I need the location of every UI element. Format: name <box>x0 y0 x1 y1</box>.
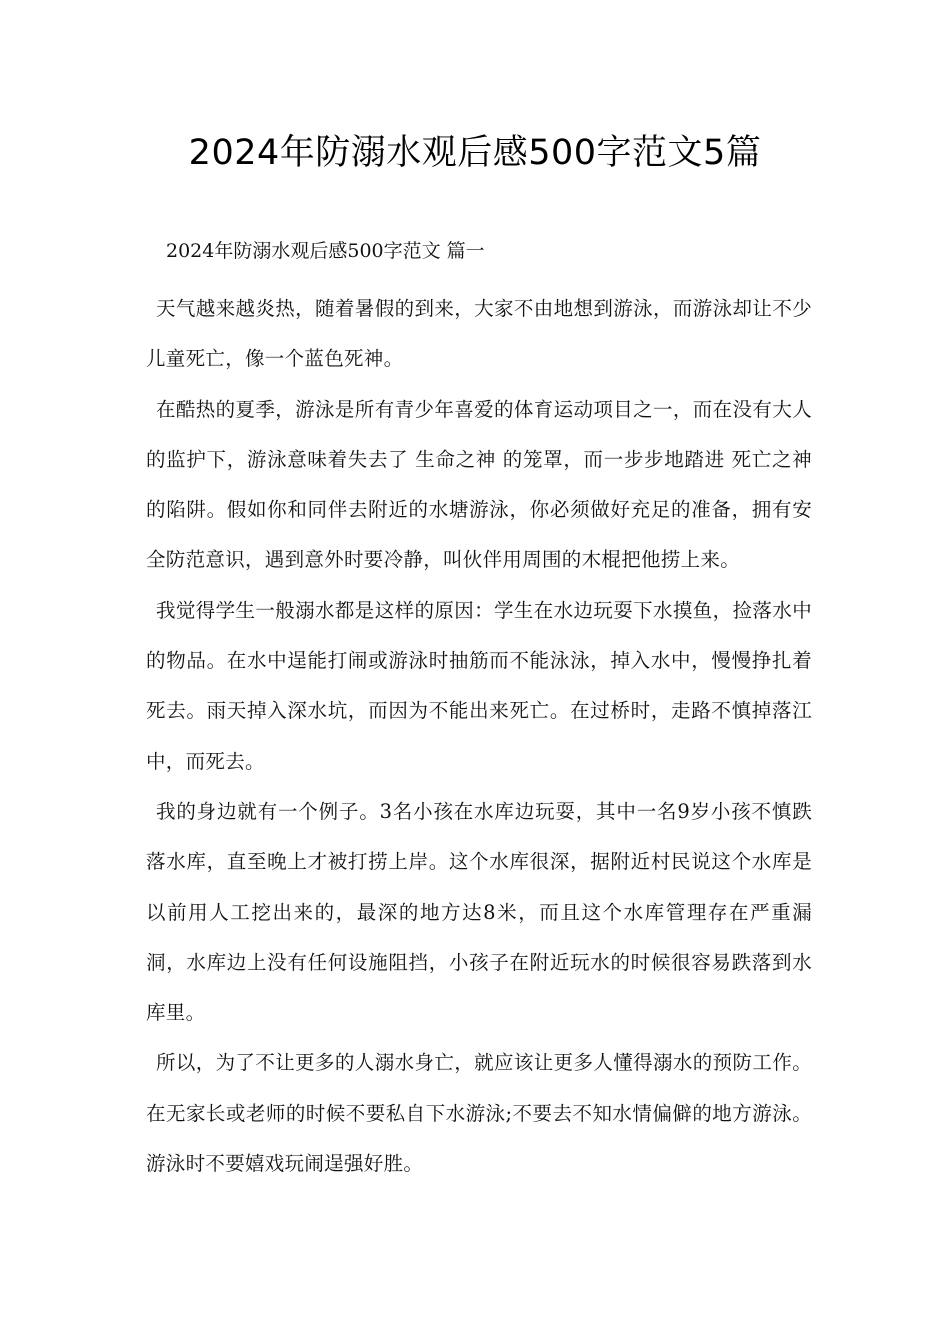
paragraph: 在酷热的夏季，游泳是所有青少年喜爱的体育运动项目之一，而在没有大人的监护下，游泳意味着失去了 生命之神 的笼罩，而一步步地踏进 死亡之神 的陷阱。假如你和同伴去附近的水塘游泳，你必须做好充足的准备，拥有安全防范意识，遇到意外时要冷静，叫伙伴用周围的木棍把他捞上来。 <box>146 397 812 572</box>
paragraph: 所以，为了不让更多的人溺水身亡，就应该让更多人懂得溺水的预防工作。在无家长或老师的时候不要私自下水游泳;不要去不知水情偏僻的地方游泳。游泳时不要嬉戏玩闹逞强好胜。 <box>146 1051 812 1176</box>
section-heading: 2024年防溺水观后感500字范文 篇一 <box>166 240 485 262</box>
paragraph: 我的身边就有一个例子。3名小孩在水库边玩耍，其中一名9岁小孩不慎跌落水库，直至晚上才被打捞上岸。这个水库很深，据附近村民说这个水库是以前用人工挖出来的，最深的地方达8米，而且这个水库管理存在严重漏洞，水库边上没有任何设施阻挡，小孩子在附近玩水的时候很容易跌落到水库里。 <box>146 799 812 1025</box>
paragraph: 我觉得学生一般溺水都是这样的原因：学生在水边玩耍下水摸鱼，捡落水中的物品。在水中逞能打闹或游泳时抽筋而不能泳泳，掉入水中，慢慢挣扎着死去。雨天掉入深水坑，而因为不能出来死亡。在过桥时，走路不慎掉落江中，而死去。 <box>146 598 812 773</box>
body-text <box>146 284 812 1189</box>
paragraph: 天气越来越炎热，随着暑假的到来，大家不由地想到游泳，而游泳却让不少儿童死亡，像一个蓝色死神。 <box>146 297 812 371</box>
document-title: 2024年防溺水观后感500字范文5篇 <box>188 133 762 173</box>
